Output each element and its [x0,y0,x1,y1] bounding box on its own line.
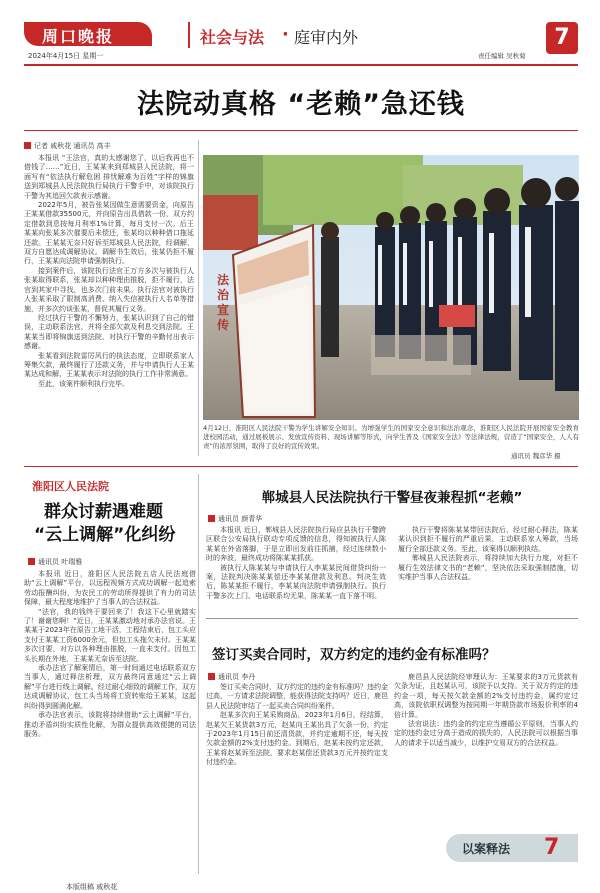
lead-para: 至此，该案件顺利执行完毕。 [38,379,129,388]
lead-rule [24,130,578,131]
section-dot: · [282,24,289,45]
left-headline-2: “云上调解”化纠纷 [34,525,176,545]
sale-body-right [394,673,578,829]
lead-body [24,154,194,446]
byline-marker [28,558,35,565]
column-divider [198,474,199,874]
header-rule [24,64,578,66]
night-para: 执行干警将陈某某带回法院后，经过耐心释法，陈某某认识到拒不履行的严重后果，主动联系家人筹款，当场履行全部还款义务。至此，该案得以顺利执结。 [398,526,578,553]
sale-para: 签订买卖合同时，双方约定的违约金有标准吗？违约金过高，一方请求法院调整，能获得法院支持吗？近日，鹿邑县人民法院审结了一起买卖合同纠纷案件。 [206,683,388,710]
night-para: 被执行人陈某某与申请执行人李某某民间借贷纠纷一案，法院判决陈某某偿还李某某借款及利息。判决生效后，陈某某拒不履行，李某某向法院申请强制执行。执行干警多次上门、电话联系均无果，陈某某一直下落不明。 [206,563,386,600]
sale-para: 法官说法：违约金的约定应当遵循公平原则，当事人约定的违约金过分高于造成的损失的，人民法院可以根据当事人的请求予以适当减少，以维护交易双方的合法权益。 [394,720,578,747]
byline-marker [208,515,215,522]
masthead-text: 周口晚报 [42,27,115,46]
date-line: 2024年4月15日 星期一 [28,52,104,60]
night-byline [208,514,262,524]
lead-para: 经过执行干警的不懈努力，张某认识到了自己的错误，主动联系法官，并将全部欠款及利息交到法院。王某某当即将锦旗送到法院，对执行干警的辛勤付出表示感谢。 [24,313,194,351]
section-title: 社会与法 [200,28,265,47]
header-divider [188,22,190,48]
case-tag-num: 7 [544,835,560,860]
night-byline-text: 通讯员 颜青华 [218,515,263,523]
photo-caption-text: 4月12日，淮阳区人民法院干警为学生讲解安全知识。为增强学生的国家安全意识和法治观念，淮阳区人民法院开展国家安全教育进校园活动，通过展板展示、发放宣传资料、现场讲解等形式，向学生普及《国家安全法》等法律法规，营造了“国家安全，人人有责”的浓厚氛围，取得了良好的宣传效果。 [203,424,579,450]
case-tag-text: 以案释法 [462,842,511,856]
lead-para: 接到案件后，该院执行法官王万方多次与被执行人张某取得联系，张某却以种种理由推脱，拒不履行，法官到其家中寻找，也多次门前未果。执行法官对被执行人张某采取了限制高消费、纳入失信被执行人名单等措施，并多次约谈张某，督促其履行义务。 [24,266,194,313]
left-byline [28,557,82,567]
editor-line: 责任编辑 吴秋菊 [478,52,526,60]
section-subtitle: 庭审内外 [294,28,359,47]
column-divider [198,140,199,456]
photo-credit: 通讯员 魏彦华 摄 [508,451,561,460]
night-body [206,526,578,610]
left-para: 本报讯 近日，淮阳区人民法院五店人民法庭借助“云上调解”平台，以远程视频方式成功调解一起追索劳动报酬纠纷，为农民工的劳动所得提供了有力的司法保障，最大程度地维护了当事人的合法权益。 [24,570,196,607]
left-headline-1: 群众讨薪遇难题 [44,502,163,522]
masthead-logo [24,22,152,46]
left-para: 承办法官表示，该院将持续借助“云上调解”平台，推动矛盾纠纷实质性化解，为群众提供高效便捷的司法服务。 [24,711,196,738]
page-number: 7 [546,22,578,54]
lead-para: 本报讯 “王法官，真的太感谢您了，以后我再也不借钱了……”近日，王某某来到郑城县人民法院，将一面写有“依法执行解危困 排忧解难为百姓”字样的锦旗送到郑城县人民法院执行局执行干警手中，对该院执行干警为其追回欠款表示感谢。 [24,154,194,200]
left-para: “法官，我的钱终于要回来了！我这下心里就踏实了！谢谢您啊！”近日，王某某激动地对承办法官说。王某某于2023年在原告工地干活，工程结束后，包工头应支付王某某工资6000余元，但包工头拖欠未付。王某某多次讨要，对方以各种理由推脱，一直未支付。因包工头长期在外地，王某某无奈诉至法院。 [24,607,196,663]
sale-para: 鹿邑县人民法院经审理认为：王某要求的3万元货款有欠条为证，且赵某认可，该院予以支持。关于双方约定的违约金一项，每天按欠款金额的2%支付违约金，属约定过高，该院依职权调整为按同期一年期贷款市场报价利率的4倍计算。 [394,673,578,719]
page-header [0,0,600,66]
sale-byline-text: 通讯员 李丹 [218,673,256,681]
banner-text: 法治宣传 [217,273,230,332]
night-para: 郸城县人民法院表示，将持续加大执行力度，对拒不履行生效法律文书的“老赖”，坚决依法采取强制措施，切实维护当事人合法权益。 [398,554,578,582]
sale-byline [208,672,255,682]
section-rule [24,466,578,467]
left-byline-text: 通讯员 叶瑞雅 [38,558,83,566]
lead-para: 张某看到法院雷厉风行的执法态度，立即联系家人筹集欠款，最终履行了还款义务，并与申请执行人王某某达成和解，王某某表示对法院的执行工作非常满意。 [24,351,194,379]
left-kicker: 淮阳区人民法院 [32,480,109,493]
sale-body-left [206,683,388,873]
main-photo [203,155,579,420]
sale-para: 赵某多次向王某采购商品，2023年1月6日，经结算，赵某欠王某货款3万元，赵某向王某出具了欠条一份，约定于2023年1月15日前还清货款，并约定逾期不还，每天按欠款金额的2%支付违约金。到期后，赵某未按约定还款，王某将赵某诉至法院，要求赵某偿还货款3万元并按约定支付违约金。 [206,711,388,767]
night-headline: 郸城县人民法院执行干警昼夜兼程抓“老赖” [261,490,523,506]
left-body [24,570,196,864]
byline-marker [208,673,215,680]
sale-headline: 签订买卖合同时，双方约定的违约金有标准吗？ [212,647,496,663]
case-tag [446,834,578,862]
byline-marker [24,142,31,149]
night-para: 本报讯 近日，郸城县人民法院执行局应县执行干警跨区联合公安局执行联动专项反馈的信息，得知被执行人陈某某在外省落脚，于是立即出发前往抓捕，经过连续数小时的奔波，最终成功将陈某某抓获。 [206,526,386,563]
left-para: 承办法官了解案情后，第一时间通过电话联系双方当事人，通过释法析理，双方最终同意通过“云上调解”平台进行线上调解。经过耐心细致的调解工作，双方达成调解协议，包工头当场将工资转账给王某某，这起纠纷得到圆满化解。 [24,664,196,710]
lead-byline [24,141,111,151]
lead-para: 2022年5月，被告张某因做生意需要资金，向原告王某某借款35500元，并向原告出具借款一份，双方约定借款到息按每月利率1%计算，每月支付一次。后王某某向张某多次催要后未偿还，张某均以种种借口拖延还款。王某某无奈只好诉至郑城县人民法院，经调解，双方自愿达成调解协议。调解书生效后，张某仍拒不履行，王某某向法院申请强制执行。 [24,201,194,266]
lead-byline-text: 记者 戚秋花 通讯员 高丰 [34,142,111,150]
footer-credit: 本版组稿 戚秋花 [66,883,118,891]
lead-headline: 法院动真格 “老赖”急还钱 [137,89,465,120]
night-rule [206,618,578,619]
